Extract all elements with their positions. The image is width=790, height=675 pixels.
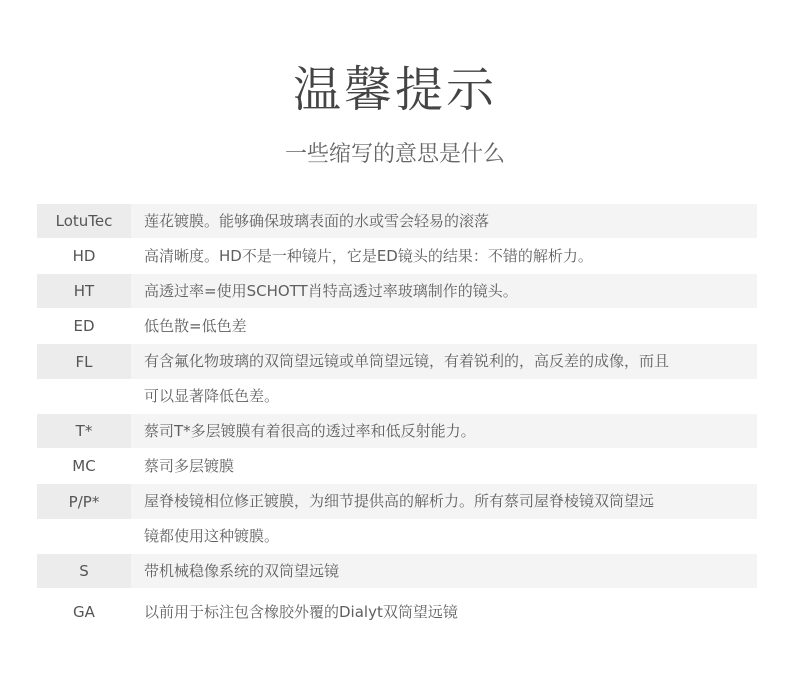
definition-pp-line2: 镜都使用这种镀膜。 bbox=[144, 527, 280, 545]
glossary-row-lotutec bbox=[37, 204, 757, 238]
term-ed: ED bbox=[73, 317, 95, 335]
term-fl: FL bbox=[37, 344, 131, 379]
glossary-row-ed bbox=[37, 308, 757, 344]
term-hd: HD bbox=[72, 247, 96, 265]
definition-pp bbox=[131, 484, 757, 554]
glossary-row-t-star bbox=[37, 414, 757, 448]
page-subtitle: 一些缩写的意思是什么 bbox=[284, 142, 505, 167]
definition-s: 带机械稳像系统的双筒望远镜 bbox=[144, 562, 340, 580]
glossary-row-ga bbox=[37, 588, 757, 636]
definition-fl bbox=[131, 344, 757, 414]
definition-ht: 高透过率=使用SCHOTT肖特高透过率玻璃制作的镜头。 bbox=[144, 282, 518, 300]
glossary-row-mc bbox=[37, 448, 757, 484]
definition-pp-line1: 屋脊棱镜相位修正镀膜，为细节提供高的解析力。所有蔡司屋脊棱镜双筒望远 bbox=[131, 484, 757, 519]
term-ga: GA bbox=[73, 603, 95, 621]
term-pp: P/P* bbox=[37, 484, 131, 519]
definition-lotutec: 莲花镀膜。能够确保玻璃表面的水或雪会轻易的滚落 bbox=[144, 212, 490, 230]
definition-fl-line2: 可以显著降低色差。 bbox=[144, 387, 280, 405]
definition-mc: 蔡司多层镀膜 bbox=[144, 457, 235, 475]
page-title: 温馨提示 bbox=[292, 62, 497, 118]
glossary-row-ht bbox=[37, 274, 757, 308]
term-col-fl bbox=[37, 344, 131, 414]
term-t-star: T* bbox=[37, 414, 131, 448]
glossary-row-pp bbox=[37, 484, 757, 554]
glossary-row-s bbox=[37, 554, 757, 588]
term-ht: HT bbox=[37, 274, 131, 308]
glossary-row-hd bbox=[37, 238, 757, 274]
glossary-table bbox=[37, 204, 757, 636]
definition-t-star: 蔡司T*多层镀膜有着很高的透过率和低反射能力。 bbox=[144, 422, 476, 440]
term-mc: MC bbox=[72, 457, 96, 475]
definition-ed: 低色散=低色差 bbox=[144, 317, 247, 335]
term-lotutec: LotuTec bbox=[37, 204, 131, 238]
definition-ga: 以前用于标注包含橡胶外覆的Dialyt双筒望远镜 bbox=[144, 603, 458, 621]
term-s: S bbox=[37, 554, 131, 588]
definition-hd: 高清晰度。HD不是一种镜片，它是ED镜头的结果：不错的解析力。 bbox=[144, 247, 593, 265]
glossary-row-fl bbox=[37, 344, 757, 414]
term-col-pp bbox=[37, 484, 131, 554]
definition-fl-line1: 有含氟化物玻璃的双筒望远镜或单筒望远镜，有着锐利的，高反差的成像，而且 bbox=[131, 344, 757, 379]
